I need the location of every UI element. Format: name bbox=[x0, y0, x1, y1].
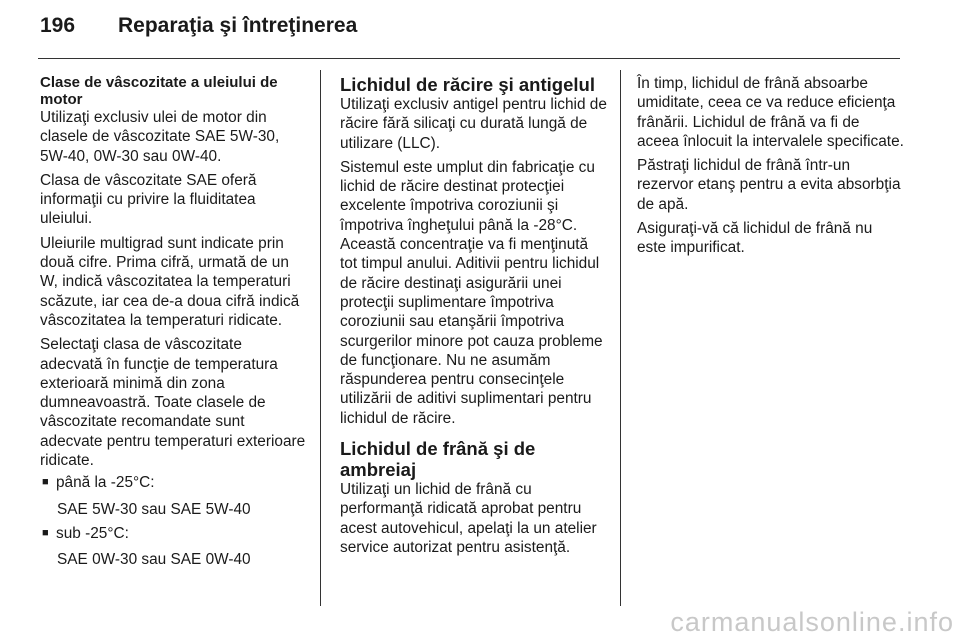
bullet-square-icon: ■ bbox=[42, 476, 49, 489]
page-header bbox=[40, 14, 357, 44]
header-divider bbox=[38, 58, 900, 59]
paragraph: Păstraţi lichidul de frână într-un rezervor etanş pentru a evita absorbţia de apă. bbox=[637, 157, 901, 213]
column-left bbox=[40, 74, 308, 575]
paragraph: Sistemul este umplut din fabricaţie cu lichid de răcire destinat protecţiei excelente împotriva coroziunii şi împotriva îngheţului până la -28°C. Această concentraţie va fi menţinută tot timpul anului. Aditivii pentru lichidul de răcire destinaţi asigurării unei protecţii suplimentare împotriva coroziunii sau etanşării împotriva scurgerilor minore pot cauza probleme de funcţionare. Nu ne asumăm răspunderea pentru consecinţele utilizării de aditivi suplimentari pentru lichidul de răcire. bbox=[340, 158, 603, 427]
chapter-title: Reparaţia şi întreţinerea bbox=[118, 14, 358, 37]
bullet-square-icon: ■ bbox=[42, 526, 49, 539]
paragraph: Utilizaţi un lichid de frână cu performanţă ridicată aprobat pentru acest autovehicul, apelaţi la un atelier service autorizat pentru asistenţă. bbox=[340, 481, 597, 556]
paragraph: Asiguraţi-vă că lichidul de frână nu este impurificat. bbox=[637, 220, 873, 257]
watermark: carmanualsonline.info bbox=[670, 607, 954, 637]
page-number: 196 bbox=[40, 14, 76, 37]
bullet-value: SAE 5W-30 sau SAE 5W-40 bbox=[57, 500, 251, 518]
section-heading-oil-viscosity: Clase de vâscozitate a uleiului de motor bbox=[40, 74, 278, 108]
paragraph: Clasa de vâscozitate SAE oferă informaţii cu privire la fluiditatea uleiului. bbox=[40, 171, 257, 228]
column-divider-2 bbox=[620, 70, 621, 606]
paragraph: Selectaţi clasa de vâscozitate adecvată în funcţie de temperatura exterioară minimă din zona dumneavoastră. Toate clasele de vâscozitate recomandate sunt adecvate pentru temperaturi exterioare ridicate. bbox=[40, 336, 306, 470]
column-divider-1 bbox=[320, 70, 321, 606]
column-right bbox=[637, 74, 905, 263]
column-middle bbox=[340, 74, 608, 562]
bullet-value: SAE 0W-30 sau SAE 0W-40 bbox=[57, 551, 251, 569]
bullet-label: până la -25°C: bbox=[56, 474, 155, 492]
paragraph: În timp, lichidul de frână absoarbe umiditate, ceea ce va reduce eficienţa frânării. Lichidul de frână va fi de aceea înlocuit la intervalele specificate. bbox=[637, 75, 904, 150]
section-heading-brake-fluid: Lichidul de frână şi de ambreiaj bbox=[340, 438, 536, 481]
paragraph: Uleiurile multigrad sunt indicate prin două cifre. Prima cifră, urmată de un W, indică vâscozitatea la temperaturi scăzute, iar cea de-a doua cifră indică vâscozitatea la temperaturi ridicate. bbox=[40, 234, 300, 329]
bullet-label: sub -25°C: bbox=[56, 524, 129, 542]
paragraph: Utilizaţi exclusiv antigel pentru lichid de răcire fără silicaţi cu durată lungă de utilizare (LLC). bbox=[340, 96, 607, 152]
section-heading-coolant: Lichidul de răcire şi antigelul bbox=[340, 74, 595, 95]
bullet-item bbox=[40, 524, 308, 543]
bullet-item bbox=[40, 473, 308, 492]
paragraph: Utilizaţi exclusiv ulei de motor din clasele de vâscozitate SAE 5W-30, 5W-40, 0W-30 sau 0W-40. bbox=[40, 109, 280, 165]
